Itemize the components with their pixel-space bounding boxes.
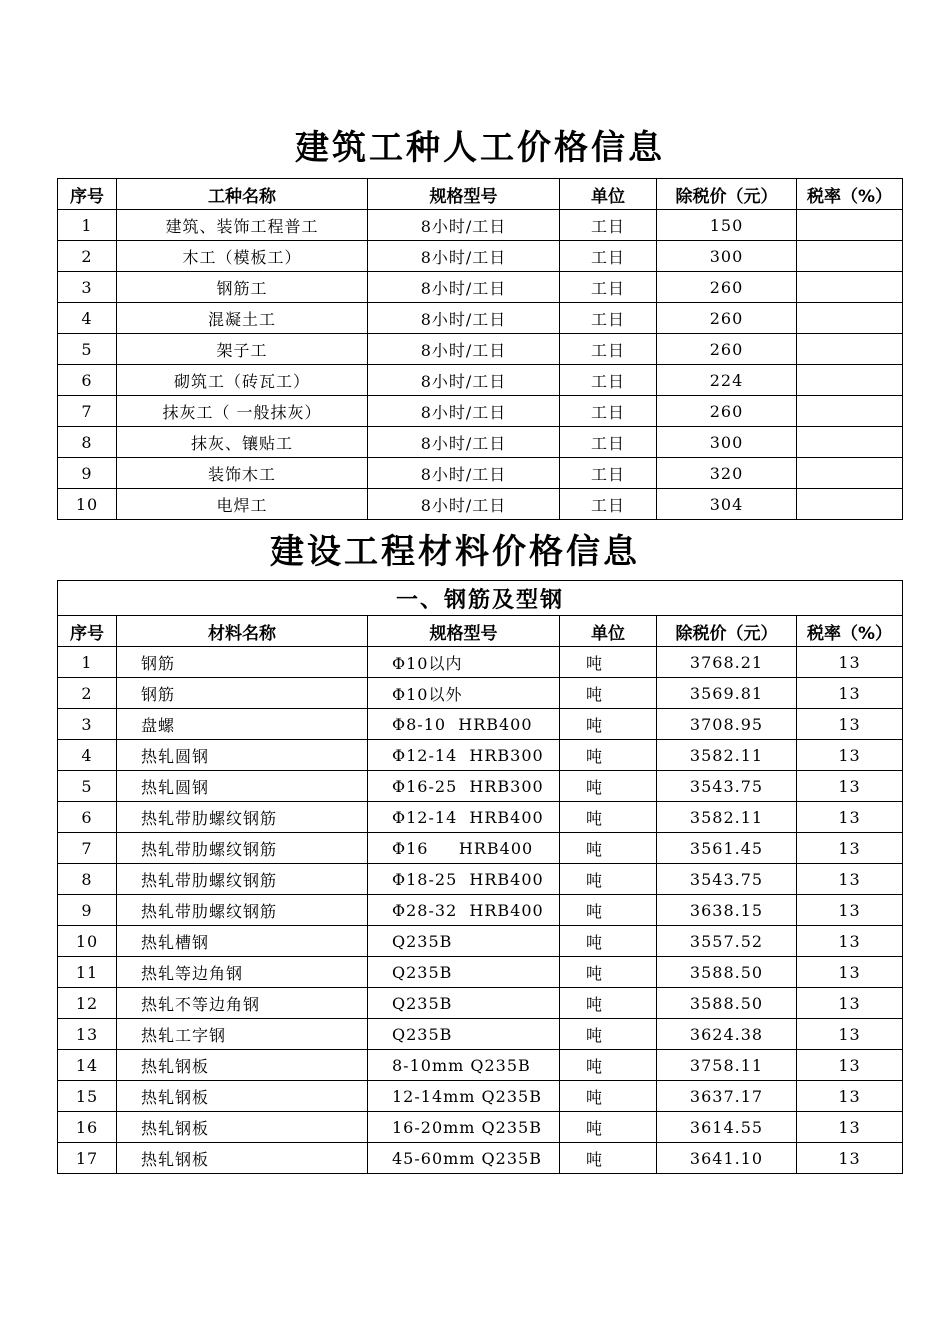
cell-spec: Φ16-25 HRB300 (368, 771, 560, 802)
cell-no: 7 (58, 396, 117, 427)
table-row (58, 678, 903, 709)
cell-unit: 工日 (560, 396, 657, 427)
cell-unit: 工日 (560, 427, 657, 458)
cell-spec: Φ18-25 HRB400 (368, 864, 560, 895)
table-row (58, 427, 903, 458)
cell-no: 14 (58, 1050, 117, 1081)
cell-spec: 8-10mm Q235B (368, 1050, 560, 1081)
cell-price: 3582.11 (657, 802, 797, 833)
cell-spec: Q235B (368, 957, 560, 988)
header-price: 除税价（元） (657, 616, 797, 647)
cell-spec: Φ10以内 (368, 647, 560, 678)
cell-name: 热轧钢板 (117, 1081, 368, 1112)
cell-tax (797, 334, 903, 365)
cell-tax (797, 489, 903, 520)
cell-unit: 吨 (560, 1143, 657, 1174)
cell-price: 260 (657, 334, 797, 365)
cell-no: 11 (58, 957, 117, 988)
table-row (58, 458, 903, 489)
cell-price: 3569.81 (657, 678, 797, 709)
cell-tax: 13 (797, 864, 903, 895)
cell-no: 2 (58, 241, 117, 272)
cell-price: 3768.21 (657, 647, 797, 678)
cell-no: 10 (58, 926, 117, 957)
cell-price: 260 (657, 303, 797, 334)
cell-no: 2 (58, 678, 117, 709)
cell-no: 3 (58, 709, 117, 740)
cell-tax: 13 (797, 1112, 903, 1143)
cell-unit: 工日 (560, 272, 657, 303)
cell-price: 3543.75 (657, 864, 797, 895)
table-row (58, 1019, 903, 1050)
cell-price: 300 (657, 241, 797, 272)
cell-unit: 吨 (560, 833, 657, 864)
cell-spec: 8小时/工日 (368, 427, 560, 458)
cell-price: 3624.38 (657, 1019, 797, 1050)
table-row (58, 272, 903, 303)
table-row (58, 1081, 903, 1112)
table-row (58, 740, 903, 771)
cell-spec: 8小时/工日 (368, 396, 560, 427)
cell-unit: 吨 (560, 926, 657, 957)
cell-name: 热轧不等边角钢 (117, 988, 368, 1019)
cell-spec: Φ8-10 HRB400 (368, 709, 560, 740)
cell-spec: Φ16 HRB400 (368, 833, 560, 864)
cell-tax: 13 (797, 740, 903, 771)
cell-name: 装饰木工 (117, 458, 368, 489)
cell-price: 3561.45 (657, 833, 797, 864)
cell-spec: Q235B (368, 1019, 560, 1050)
cell-spec: 8小时/工日 (368, 303, 560, 334)
cell-unit: 工日 (560, 303, 657, 334)
cell-spec: 8小时/工日 (368, 272, 560, 303)
cell-spec: 8小时/工日 (368, 241, 560, 272)
cell-spec: 8小时/工日 (368, 489, 560, 520)
cell-name: 钢筋工 (117, 272, 368, 303)
cell-name: 建筑、装饰工程普工 (117, 210, 368, 241)
labor-price-table (57, 178, 903, 520)
table-row (58, 396, 903, 427)
material-price-table (57, 580, 903, 1174)
cell-no: 16 (58, 1112, 117, 1143)
table-row (58, 709, 903, 740)
cell-name: 架子工 (117, 334, 368, 365)
cell-no: 10 (58, 489, 117, 520)
cell-no: 8 (58, 427, 117, 458)
table-row (58, 802, 903, 833)
cell-tax (797, 210, 903, 241)
cell-tax: 13 (797, 1143, 903, 1174)
cell-unit: 工日 (560, 458, 657, 489)
section-row (58, 581, 903, 616)
cell-name: 热轧钢板 (117, 1143, 368, 1174)
table-row (58, 241, 903, 272)
cell-spec: Q235B (368, 926, 560, 957)
labor-price-title: 建筑工种人工价格信息 (295, 128, 665, 168)
cell-no: 5 (58, 334, 117, 365)
header-name: 工种名称 (117, 179, 368, 210)
table-row (58, 771, 903, 802)
table-row (58, 1112, 903, 1143)
table-header-row (58, 616, 903, 647)
cell-price: 224 (657, 365, 797, 396)
cell-price: 260 (657, 272, 797, 303)
table-row (58, 334, 903, 365)
cell-name: 热轧槽钢 (117, 926, 368, 957)
table-row (58, 895, 903, 926)
cell-name: 混凝土工 (117, 303, 368, 334)
cell-no: 4 (58, 303, 117, 334)
cell-unit: 工日 (560, 241, 657, 272)
cell-no: 4 (58, 740, 117, 771)
cell-no: 15 (58, 1081, 117, 1112)
cell-name: 砌筑工（砖瓦工） (117, 365, 368, 396)
cell-tax: 13 (797, 647, 903, 678)
cell-name: 热轧带肋螺纹钢筋 (117, 864, 368, 895)
cell-unit: 吨 (560, 1081, 657, 1112)
table-row (58, 957, 903, 988)
table-row (58, 489, 903, 520)
table-row (58, 988, 903, 1019)
cell-tax: 13 (797, 771, 903, 802)
section-title: 一、钢筋及型钢 (58, 581, 903, 616)
cell-spec: 12-14mm Q235B (368, 1081, 560, 1112)
cell-no: 6 (58, 802, 117, 833)
cell-unit: 吨 (560, 864, 657, 895)
cell-unit: 吨 (560, 1019, 657, 1050)
cell-tax: 13 (797, 926, 903, 957)
cell-name: 钢筋 (117, 678, 368, 709)
cell-no: 5 (58, 771, 117, 802)
cell-no: 9 (58, 895, 117, 926)
header-name: 材料名称 (117, 616, 368, 647)
cell-tax (797, 303, 903, 334)
cell-price: 3708.95 (657, 709, 797, 740)
table-row (58, 303, 903, 334)
cell-no: 7 (58, 833, 117, 864)
cell-name: 电焊工 (117, 489, 368, 520)
cell-tax (797, 396, 903, 427)
cell-name: 热轧带肋螺纹钢筋 (117, 802, 368, 833)
cell-unit: 吨 (560, 957, 657, 988)
cell-price: 3638.15 (657, 895, 797, 926)
cell-spec: 8小时/工日 (368, 334, 560, 365)
table-row (58, 1050, 903, 1081)
cell-spec: 8小时/工日 (368, 365, 560, 396)
cell-tax: 13 (797, 1050, 903, 1081)
cell-no: 1 (58, 647, 117, 678)
cell-spec: Φ12-14 HRB300 (368, 740, 560, 771)
cell-no: 12 (58, 988, 117, 1019)
cell-tax: 13 (797, 833, 903, 864)
cell-spec: 16-20mm Q235B (368, 1112, 560, 1143)
table-row (58, 1143, 903, 1174)
table-row (58, 210, 903, 241)
cell-price: 3641.10 (657, 1143, 797, 1174)
cell-price: 3557.52 (657, 926, 797, 957)
cell-no: 8 (58, 864, 117, 895)
table-header-row (58, 179, 903, 210)
cell-tax (797, 458, 903, 489)
cell-price: 150 (657, 210, 797, 241)
cell-no: 3 (58, 272, 117, 303)
cell-spec: Q235B (368, 988, 560, 1019)
cell-unit: 工日 (560, 489, 657, 520)
header-tax: 税率（%） (797, 179, 903, 210)
header-unit: 单位 (560, 179, 657, 210)
cell-unit: 吨 (560, 771, 657, 802)
cell-tax: 13 (797, 895, 903, 926)
cell-price: 300 (657, 427, 797, 458)
cell-tax (797, 241, 903, 272)
cell-unit: 吨 (560, 1112, 657, 1143)
cell-unit: 吨 (560, 740, 657, 771)
cell-tax: 13 (797, 1081, 903, 1112)
cell-tax: 13 (797, 957, 903, 988)
header-spec: 规格型号 (368, 179, 560, 210)
cell-price: 3614.55 (657, 1112, 797, 1143)
cell-spec: 8小时/工日 (368, 458, 560, 489)
cell-name: 抹灰工（ 一般抹灰） (117, 396, 368, 427)
cell-unit: 工日 (560, 334, 657, 365)
cell-price: 3543.75 (657, 771, 797, 802)
cell-spec: Φ10以外 (368, 678, 560, 709)
cell-price: 260 (657, 396, 797, 427)
material-price-title: 建设工程材料价格信息 (270, 532, 640, 572)
cell-name: 热轧带肋螺纹钢筋 (117, 833, 368, 864)
cell-name: 盘螺 (117, 709, 368, 740)
cell-unit: 吨 (560, 802, 657, 833)
cell-price: 3588.50 (657, 957, 797, 988)
cell-spec: 8小时/工日 (368, 210, 560, 241)
cell-name: 抹灰、镶贴工 (117, 427, 368, 458)
table-row (58, 833, 903, 864)
cell-name: 钢筋 (117, 647, 368, 678)
cell-no: 1 (58, 210, 117, 241)
cell-spec: 45-60mm Q235B (368, 1143, 560, 1174)
header-tax: 税率（%） (797, 616, 903, 647)
cell-no: 17 (58, 1143, 117, 1174)
cell-name: 热轧圆钢 (117, 771, 368, 802)
cell-name: 热轧等边角钢 (117, 957, 368, 988)
cell-tax: 13 (797, 678, 903, 709)
cell-price: 3588.50 (657, 988, 797, 1019)
cell-name: 热轧圆钢 (117, 740, 368, 771)
cell-name: 热轧钢板 (117, 1112, 368, 1143)
cell-unit: 吨 (560, 678, 657, 709)
cell-name: 热轧钢板 (117, 1050, 368, 1081)
cell-tax: 13 (797, 709, 903, 740)
header-spec: 规格型号 (368, 616, 560, 647)
cell-unit: 吨 (560, 988, 657, 1019)
cell-spec: Φ28-32 HRB400 (368, 895, 560, 926)
cell-price: 3758.11 (657, 1050, 797, 1081)
cell-tax (797, 427, 903, 458)
table-row (58, 864, 903, 895)
cell-no: 13 (58, 1019, 117, 1050)
header-no: 序号 (58, 616, 117, 647)
cell-tax: 13 (797, 802, 903, 833)
cell-spec: Φ12-14 HRB400 (368, 802, 560, 833)
cell-tax: 13 (797, 988, 903, 1019)
table-row (58, 926, 903, 957)
cell-unit: 吨 (560, 1050, 657, 1081)
cell-unit: 吨 (560, 709, 657, 740)
cell-price: 320 (657, 458, 797, 489)
cell-unit: 工日 (560, 365, 657, 396)
header-unit: 单位 (560, 616, 657, 647)
cell-tax: 13 (797, 1019, 903, 1050)
cell-unit: 工日 (560, 210, 657, 241)
table-row (58, 647, 903, 678)
header-no: 序号 (58, 179, 117, 210)
cell-no: 6 (58, 365, 117, 396)
cell-price: 304 (657, 489, 797, 520)
cell-price: 3637.17 (657, 1081, 797, 1112)
cell-price: 3582.11 (657, 740, 797, 771)
cell-name: 木工（模板工） (117, 241, 368, 272)
cell-unit: 吨 (560, 647, 657, 678)
cell-name: 热轧工字钢 (117, 1019, 368, 1050)
cell-tax (797, 272, 903, 303)
cell-tax (797, 365, 903, 396)
header-price: 除税价（元） (657, 179, 797, 210)
cell-name: 热轧带肋螺纹钢筋 (117, 895, 368, 926)
table-row (58, 365, 903, 396)
cell-unit: 吨 (560, 895, 657, 926)
cell-no: 9 (58, 458, 117, 489)
